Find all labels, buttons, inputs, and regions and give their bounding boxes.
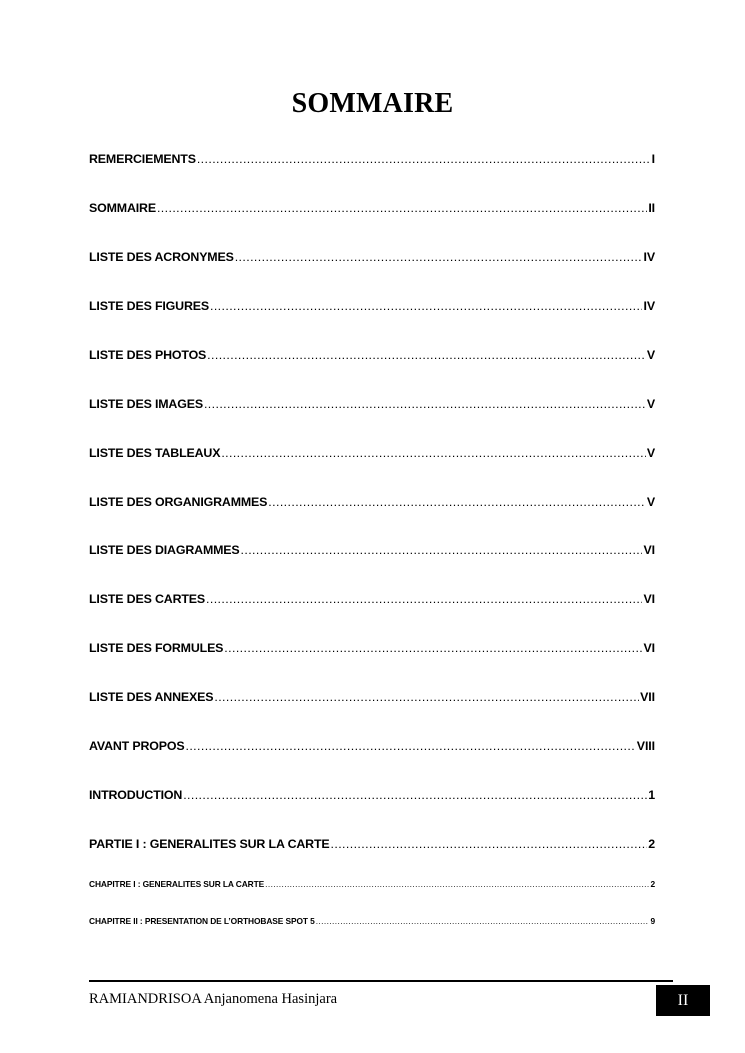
toc-dot-leader bbox=[268, 494, 646, 510]
toc-entry-liste-photos[interactable] bbox=[89, 347, 655, 363]
toc-entry-title: LISTE DES TABLEAUX bbox=[89, 446, 221, 460]
toc-entry-title: LISTE DES CARTES bbox=[89, 592, 206, 606]
toc-entry-page: VI bbox=[643, 641, 655, 655]
toc-entry-title: INTRODUCTION bbox=[89, 788, 183, 802]
toc-dot-leader bbox=[214, 689, 639, 705]
toc-entry-liste-tableaux[interactable] bbox=[89, 445, 655, 461]
toc-entry-page: V bbox=[646, 397, 655, 411]
toc-entry-page: 9 bbox=[650, 916, 655, 926]
toc-entry-page: VI bbox=[643, 592, 655, 606]
toc-dot-leader bbox=[183, 787, 647, 803]
toc-entry-page: VIII bbox=[636, 739, 655, 753]
toc-entry-liste-formules[interactable] bbox=[89, 640, 655, 656]
toc-entry-title: LISTE DES FIGURES bbox=[89, 299, 209, 313]
toc-dot-leader bbox=[316, 915, 650, 927]
toc-dot-leader bbox=[265, 878, 649, 890]
toc-entry-title: CHAPITRE I : GENERALITES SUR LA CARTE bbox=[89, 879, 265, 889]
toc-dot-leader bbox=[204, 396, 646, 412]
toc-entry-title: LISTE DES PHOTOS bbox=[89, 348, 207, 362]
toc-entry-page: V bbox=[646, 446, 655, 460]
toc-entry-sommaire[interactable] bbox=[89, 200, 655, 216]
toc-entry-title: LISTE DES ANNEXES bbox=[89, 690, 214, 704]
footer-page-number: II bbox=[656, 985, 710, 1016]
toc-entry-chapitre-2[interactable] bbox=[89, 915, 655, 927]
toc-entry-liste-acronymes[interactable] bbox=[89, 249, 655, 265]
toc-entry-page: 1 bbox=[648, 788, 655, 802]
toc-entry-title: LISTE DES IMAGES bbox=[89, 397, 203, 411]
toc-entry-title: LISTE DES ORGANIGRAMMES bbox=[89, 495, 268, 509]
toc-entry-liste-figures[interactable] bbox=[89, 298, 655, 314]
toc-entry-page: II bbox=[648, 201, 655, 215]
footer-divider bbox=[89, 980, 673, 982]
toc-dot-leader bbox=[241, 542, 643, 558]
toc-entry-page: IV bbox=[643, 250, 655, 264]
toc-entry-partie-1[interactable] bbox=[89, 836, 655, 852]
toc-entry-title: CHAPITRE II : PRESENTATION DE L’ORTHOBASE SPOT 5 bbox=[89, 916, 315, 926]
toc-dot-leader bbox=[221, 445, 646, 461]
toc-entry-page: I bbox=[651, 152, 655, 166]
toc-entry-liste-images[interactable] bbox=[89, 396, 655, 412]
toc-entry-page: IV bbox=[643, 299, 655, 313]
toc-entry-page: VI bbox=[643, 543, 655, 557]
toc-entry-page: V bbox=[646, 495, 655, 509]
toc-entry-page: 2 bbox=[648, 837, 655, 851]
toc-entry-liste-cartes[interactable] bbox=[89, 591, 655, 607]
toc-entry-page: 2 bbox=[650, 879, 655, 889]
toc-dot-leader bbox=[210, 298, 642, 314]
toc-entry-title: LISTE DES FORMULES bbox=[89, 641, 224, 655]
table-of-contents bbox=[89, 0, 655, 1000]
toc-entry-title: AVANT PROPOS bbox=[89, 739, 185, 753]
toc-entry-introduction[interactable] bbox=[89, 787, 655, 803]
toc-entry-avant-propos[interactable] bbox=[89, 738, 655, 754]
toc-dot-leader bbox=[207, 347, 646, 363]
toc-entry-title: LISTE DES ACRONYMES bbox=[89, 250, 234, 264]
toc-dot-leader bbox=[331, 836, 648, 852]
toc-entry-chapitre-1[interactable] bbox=[89, 878, 655, 890]
toc-dot-leader bbox=[157, 200, 647, 216]
toc-entry-liste-diagrammes[interactable] bbox=[89, 542, 655, 558]
toc-entry-page: V bbox=[646, 348, 655, 362]
toc-dot-leader bbox=[186, 738, 636, 754]
toc-dot-leader bbox=[235, 249, 643, 265]
toc-entry-remerciements[interactable] bbox=[89, 151, 655, 167]
toc-dot-leader bbox=[224, 640, 642, 656]
toc-entry-page: VII bbox=[640, 690, 655, 704]
toc-entry-liste-organigrammes[interactable] bbox=[89, 494, 655, 510]
toc-dot-leader bbox=[206, 591, 642, 607]
toc-entry-liste-annexes[interactable] bbox=[89, 689, 655, 705]
toc-dot-leader bbox=[197, 151, 651, 167]
footer-author: RAMIANDRISOA Anjanomena Hasinjara bbox=[89, 991, 338, 1007]
toc-entry-title: PARTIE I : GENERALITES SUR LA CARTE bbox=[89, 837, 330, 851]
toc-entry-title: REMERCIEMENTS bbox=[89, 152, 196, 166]
page-title: SOMMAIRE bbox=[291, 88, 454, 119]
toc-entry-title: LISTE DES DIAGRAMMES bbox=[89, 543, 240, 557]
toc-entry-title: SOMMAIRE bbox=[89, 201, 156, 215]
